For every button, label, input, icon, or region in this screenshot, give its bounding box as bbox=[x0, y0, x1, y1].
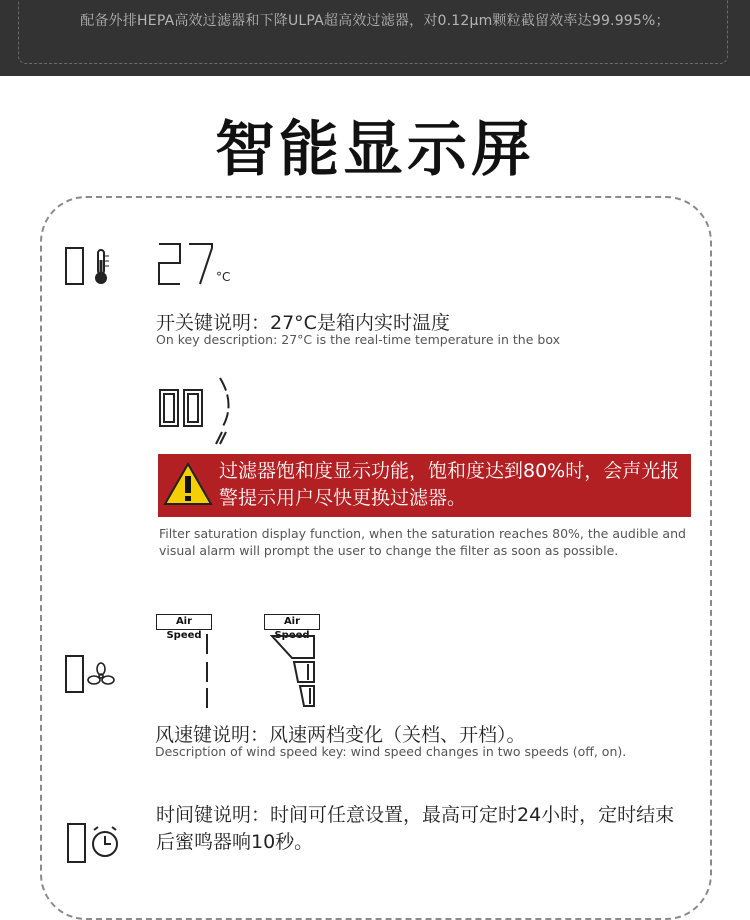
wind-speed-description-en: Description of wind speed key: wind speed changes in two speeds (off, on). bbox=[155, 744, 627, 759]
top-banner-text: 配备外排HEPA高效过滤器和下降ULPA超高效过滤器，对0.12μm颗粒截留效率达99.995%； bbox=[80, 13, 670, 29]
fan-icon bbox=[64, 654, 120, 696]
filter-display-digits bbox=[156, 376, 236, 446]
temperature-description-en: On key description: 27°C is the real-time temperature in the box bbox=[156, 332, 560, 347]
filter-alert-banner bbox=[158, 454, 691, 517]
air-speed-off-bars bbox=[198, 632, 218, 710]
temperature-digits bbox=[156, 240, 218, 290]
warning-icon bbox=[163, 461, 213, 507]
air-speed-on-bars bbox=[268, 632, 322, 710]
alarm-clock-icon bbox=[66, 822, 122, 864]
timer-description-cn: 时间键说明：时间可任意设置，最高可定时24小时，定时结束后蜜鸣器响10秒。 bbox=[156, 804, 675, 853]
air-speed-label-on: Air Speed bbox=[264, 614, 320, 630]
filter-alert-text: 过滤器饱和度显示功能，饱和度达到80%时，会声光报警提示用户尽快更换过滤器。 bbox=[219, 460, 680, 509]
air-speed-label-off: Air Speed bbox=[156, 614, 212, 630]
temperature-description-cn: 开关键说明：27°C是箱内实时温度 bbox=[156, 312, 450, 334]
thermometer-icon bbox=[64, 246, 112, 288]
page-title: 智能显示屏 bbox=[215, 115, 535, 185]
top-banner bbox=[0, 0, 750, 76]
filter-description-en: Filter saturation display function, when the saturation reaches 80%, the audible and visual alarm will prompt the user to change the filter as soon as possible. bbox=[159, 526, 686, 558]
temperature-unit: °C bbox=[216, 270, 231, 284]
wind-speed-description-cn: 风速键说明：风速两档变化（关档、开档）。 bbox=[155, 724, 526, 746]
